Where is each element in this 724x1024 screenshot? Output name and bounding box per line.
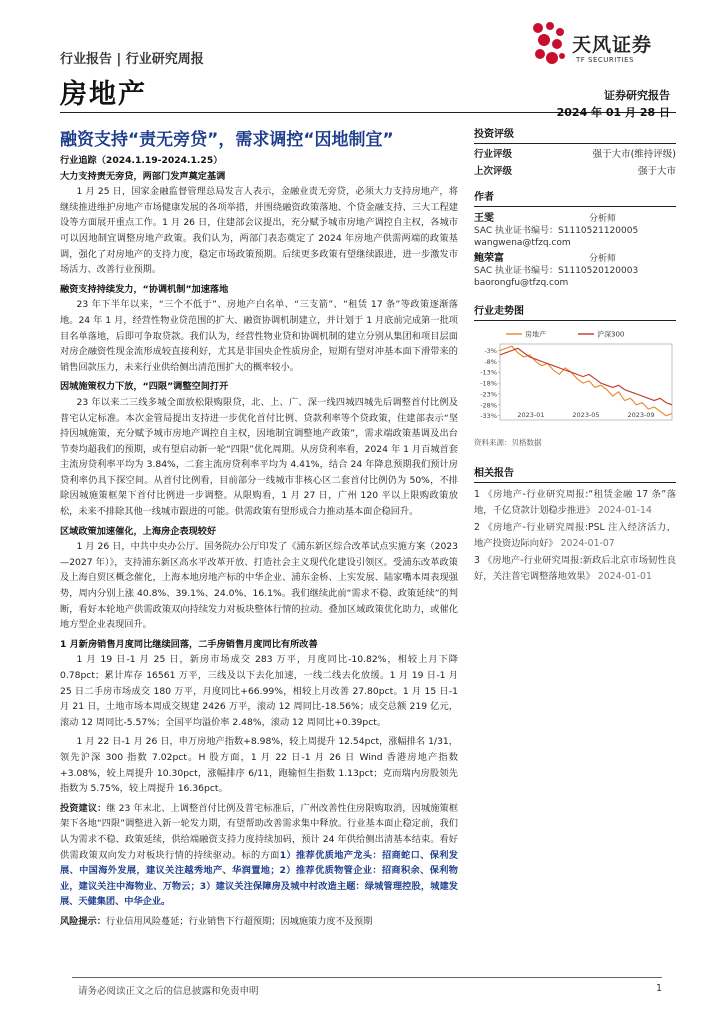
paragraph: 1 月 22 日-1 月 26 日，申万房地产指数+8.98%，较上周提升 12.54pct，涨幅排名 1/31，领先沪深 300 指数 7.02pct。H 股方面，1 月 22 日-1 月 26 日 Wind 香港房地产指数+3.08%，较上周提升 10.30pct，涨幅排序 6/11，跑输恒生指数 1.13pct；克而瑞内房股领先指数为 5.75%，较上周提升 16.36pct。	[60, 736, 458, 795]
brand-logo	[530, 20, 670, 72]
paragraph: 1 月 25 日，国家金融监督管理总局发言人表示，金融业责无旁贷，必须大力支持房地产，将继续推进维护房地产市场健康发展的各项举措，并围绕融资政策落地、个贷金融支持、三大工程建设等方面展开重点工作。1 月 26 日，住建部会议提出，充分赋予城市房地产调控自主权，各城市可以因地制宜调整房地产政策。我们认为，两部门表态奠定了 2024 年房地产供需两端的政策基调，强化了对房地产的支持力度，稳定市场政策预期。后续更多政策有望继续跟进，进一步激发市场活力、改善行业预期。	[60, 186, 458, 276]
report-type-header: 行业报告 | 行业研究周报	[60, 52, 204, 67]
rating-row	[474, 163, 676, 180]
author-row	[474, 213, 676, 225]
footer-rule	[72, 977, 662, 978]
investment-label: 投资建议：	[60, 802, 107, 814]
x-tick-label: 2023-05	[572, 411, 600, 419]
section-heading: 区域政策加速催化，上海房企表现较好	[60, 525, 217, 537]
related-report-date: 2024-01-14	[597, 504, 652, 516]
trend-heading: 行业走势图	[474, 302, 676, 321]
risk-warning	[60, 914, 458, 930]
risk-text: 行业信用风险蔓延；行业销售下行超预期；因城施策力度不及预期	[105, 915, 373, 927]
investment-text: 继 23 年末北、上调整首付比例及普宅标准后，广州改善性住房限购取消，因城施策框架下各地“四限”调整进入新一轮发力期，有望帮助改善需求集中释放。行业基本面止稳定前，我们认为需求不稳、政策延续，供给端融资支持力度持续加码，预计 24 年供给侧出清基本结束。看好供需政策双向发力对板块行情的持续驱动。标的方面	[60, 802, 459, 861]
related-report[interactable]	[474, 520, 676, 551]
related-heading: 相关报告	[474, 464, 676, 483]
y-tick-label: -28%	[480, 401, 497, 410]
page-number: 1	[655, 983, 662, 994]
author-entry	[474, 213, 676, 249]
y-tick-label: -23%	[480, 390, 497, 399]
trend-panel	[474, 302, 676, 321]
author-name: 鲍荣富	[474, 253, 504, 264]
author-role: 分析师	[588, 254, 616, 264]
brand-logo-cn: 天风证券	[572, 34, 653, 56]
tracking-heading: 行业追踪（2024.1.19-2024.1.25）	[60, 155, 223, 166]
risk-label: 风险提示：	[60, 915, 106, 927]
paragraph: 23 年以来二三线多城全面放松限购限贷，北、上、广、深一线四城四城先后调整首付比例及普宅认定标准。本次金管局提出支持进一步优化首付比例、贷款利率等个贷政策，住建部表示“坚持因城施策，充分赋予城市房地产调控自主权，因地制宜调整地产政策”，需求端政策基调及出台节奏均超我们的预期，或有望启动新一轮“四限”优化周期。从房贷利率看，2024 年 1 月百城首套主流房贷利率平均为 3.84%，二套主流房贷利率平均为 4.41%，结合 24 年降息预期我们预计房贷利率仍具下探空间。从首付比例看，目前部分一线城市非核心区二套首付比例仍为 50%，不排除因城施策框架下首付比例进一步调整。从限购看，1 月 27 日，广州 120 平以上限购政策放松，未来不排除其他一线城市跟进的可能。供需政策有望形成合力推动基本面企稳回升。	[60, 396, 458, 518]
related-panel	[474, 464, 676, 587]
related-report-date: 2024-01-01	[597, 570, 652, 582]
paragraph: 23 年下半年以来，“三个不低于”、房地产白名单、“三支箭”、“租赁 17 条”等政策逐渐落地。24 年 1 月，经营性物业贷范围的扩大、融资协调机制建立，并计划于 1 月底前完成第一批项目名单落地，后即可争取贷款。我们认为，经营性物业贷和协调机制的建立分别从集团和项目层面对房企融资性现金流形成较直接利好，尤其是非国央企性质房企，短期有望对冲基本面下滑带来的销售回款压力，未来行业供给侧出清范围扩大的概率较小。	[60, 299, 458, 373]
legend-label: 沪深300	[597, 330, 625, 339]
y-tick-label: -33%	[480, 412, 497, 421]
author-heading: 作者	[474, 188, 676, 207]
trend-chart	[474, 330, 676, 428]
related-report-title: 1 《房地产-行业研究周报:“租赁金融 17 条”落地，千亿贷款计划稳步推进》	[474, 489, 676, 516]
trend-chart-svg	[474, 330, 676, 428]
paragraph: 1 月 26 日，中共中央办公厅、国务院办公厅印发了《浦东新区综合改革试点实施方案（2023—2027 年）》，支持浦东新区高水平改革开放、打造社会主义现代化建设引领区。受浦东改革政策及上海自贸区概念催化，上海本地房地产标的中华企业、浦东金桥、上实发展、陆家嘴本周表现强势，周内分别上涨 40.8%、39.1%、24.0%、16.1%。我们继续此前“需求不稳、政策延续”的判断，看好本轮地产供需政策双向持续发力对板块整体行情的拉动。叠加区域政策优化助力，或催化地方型企业表现回升。	[60, 541, 458, 631]
author-entry	[474, 253, 676, 289]
related-list	[474, 487, 676, 585]
rating-value: 强于大市(维持评级)	[592, 149, 676, 160]
report-label: 证券研究报告	[604, 89, 670, 102]
brand-logo-mark-icon	[530, 20, 568, 68]
investment-advice	[60, 801, 458, 910]
footer-disclaimer: 请务必阅读正文之后的信息披露和免责申明	[78, 986, 259, 997]
author-panel	[474, 188, 676, 289]
rating-key: 行业评级	[474, 149, 513, 160]
section-heading: 1 月新房销售月度同比继续回落，二手房销售月度同比有所改善	[60, 638, 318, 650]
report-date: 2024 年 01 月 28 日	[556, 106, 670, 119]
chart-source: 资料来源：贝格数据	[474, 438, 542, 447]
related-report-date: 2024-01-07	[560, 537, 615, 549]
report-title: 融资支持“责无旁贷”，需求调控“因地制宜”	[60, 130, 394, 150]
rating-panel	[474, 125, 676, 180]
sector-title: 房地产	[60, 79, 147, 110]
related-report-title: 3 《房地产-行业研究周报:新政后北京市场韧性良好，关注普宅调整落地效果》	[474, 555, 676, 582]
y-tick-label: -3%	[484, 347, 497, 356]
series-line-property	[500, 346, 672, 416]
rating-rows	[474, 146, 676, 180]
x-tick-label: 2023-09	[627, 411, 655, 419]
y-tick-label: -18%	[480, 379, 497, 388]
author-sac: SAC 执业证书编号：S1110520120003	[474, 266, 639, 276]
related-report[interactable]	[474, 553, 676, 584]
rating-value: 强于大市	[637, 166, 676, 177]
paragraph: 1 月 19 日-1 月 25 日，新房市场成交 283 万平，月度同比-10.82%，相较上月下降 0.78pct；累计库存 16561 万平，三线及以下去化加速，一线二线去化放缓。1 月 19 日-1 月 25 日二手房市场成交 180 万平，月度同比+66.99%，相较上月改善 27.80pct。1 月 15 日-1 月 21 日，土地市场本周成交规建 2426 万平，滚动 12 周同比-18.56%；成交总额 219 亿元，滚动 12 周同比-5.57%；全国平均溢价率 2.48%，滚动 12 周同比+0.39pct。	[60, 654, 458, 728]
legend-label: 房地产	[525, 330, 546, 339]
investment-picks: 1）推荐优质地产龙头：招商蛇口、保利发展、中国海外发展，建议关注越秀地产、华润置地；2）推荐优质物管企业：招商积余、保利物业，建议关注中海物业、万物云；3）建议关注保障房及城中村改造主题：绿城管理控股，城建发展、天健集团、中华企业。	[60, 849, 458, 908]
brand-logo-en: TF SECURITIES	[576, 56, 635, 64]
author-name: 王雯	[474, 213, 494, 224]
author-list	[474, 213, 676, 289]
section-heading: 大力支持责无旁贷，两部门发声奠定基调	[60, 170, 226, 182]
author-row	[474, 253, 676, 265]
y-tick-label: -13%	[480, 368, 497, 377]
related-report-title: 2 《房地产-行业研究周报:PSL 注入经济活力，地产投资边际向好》	[474, 522, 676, 549]
author-email: baorongfu@tfzq.com	[474, 278, 569, 288]
related-report[interactable]	[474, 487, 676, 518]
author-email: wangwena@tfzq.com	[474, 238, 571, 248]
author-role: 分析师	[588, 214, 616, 224]
author-sac: SAC 执业证书编号：S1110521120005	[474, 226, 639, 236]
x-tick-label: 2023-01	[517, 411, 545, 419]
main-body	[60, 153, 458, 934]
rating-heading: 投资评级	[474, 125, 676, 144]
rating-row	[474, 146, 676, 163]
section-heading: 因城施策权力下放，“四限”调整空间打开	[60, 381, 229, 393]
rating-key: 上次评级	[474, 166, 513, 177]
y-tick-label: -8%	[484, 357, 497, 366]
section-heading: 融资支持持续发力，“协调机制”加速落地	[60, 283, 229, 295]
